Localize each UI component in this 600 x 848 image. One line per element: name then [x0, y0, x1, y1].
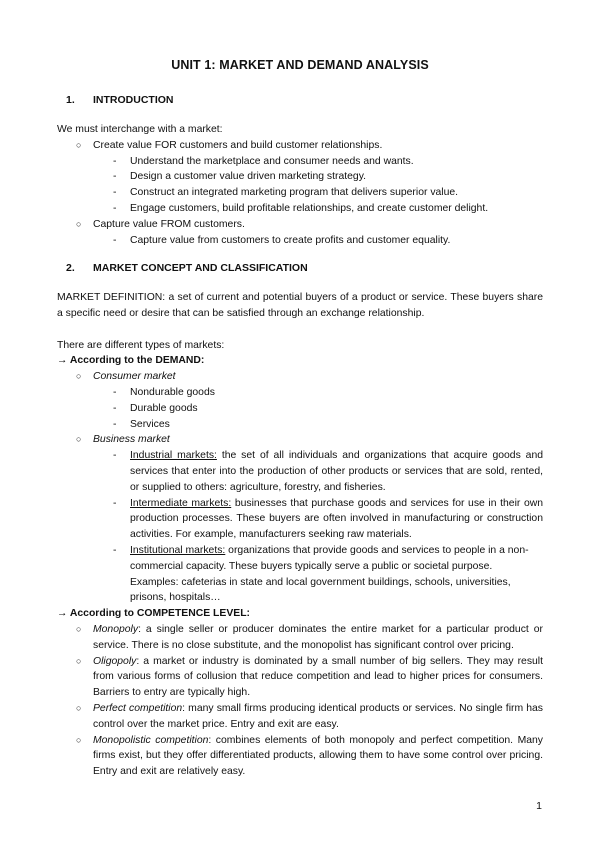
list-item: - Understand the marketplace and consumer needs and wants.	[57, 154, 543, 170]
list-item: - Engage customers, build profitable relationships, and create customer delight.	[57, 201, 543, 217]
list-item: ○ Capture value FROM customers.	[57, 217, 543, 233]
list-item: - Services	[57, 417, 543, 433]
dash-bullet-icon: -	[113, 234, 117, 246]
dash-bullet-icon: -	[113, 187, 117, 199]
business-market-label: Business market	[93, 434, 170, 446]
list-item: - Design a customer value driven marketing strategy.	[57, 169, 543, 185]
list-item: ○ Create value FOR customers and build customer relationships.	[57, 138, 543, 154]
dash-bullet-icon: -	[113, 202, 117, 214]
dash-bullet-icon: -	[113, 450, 117, 462]
dash-bullet-icon: -	[113, 402, 117, 414]
list-item: - Institutional markets: organizations that provide goods and services to people in a non-commercial capacity. These buyers typically serve a public or societal purpose. Examples: cafeterias in state and local government buildings, schools, universities, prisons, hospitals…	[113, 544, 529, 604]
list-item: ○ Oligopoly: a market or industry is dominated by a small number of big sellers. They may result from various forms of collusion that reduce competition and lead to higher prices for consumers. Barriers to entry are typically high.	[76, 655, 543, 699]
list-item: ○ Monopolistic competition: combines elements of both monopoly and perfect competition. Many firms exist, but they offer differentiated products, allowing them to have some control over pricing. Entry and exit are relatively easy.	[76, 734, 543, 778]
business-market-list	[57, 448, 543, 606]
document-title: UNIT 1: MARKET AND DEMAND ANALYSIS	[171, 58, 429, 72]
section-1-sublist-2	[57, 233, 543, 249]
section-1-heading	[66, 94, 174, 106]
hollow-bullet-icon: ○	[76, 702, 82, 713]
demand-heading: → According to the DEMAND:	[57, 355, 205, 367]
hollow-bullet-icon: ○	[76, 655, 82, 666]
section-2-title: MARKET CONCEPT AND CLASSIFICATION	[93, 262, 308, 274]
hollow-bullet-icon: ○	[76, 139, 82, 150]
section-1-number: 1.	[66, 94, 75, 106]
dash-bullet-icon: -	[113, 171, 117, 183]
section-2-number: 2.	[66, 262, 75, 274]
list-item: - Industrial markets: the set of all individuals and organizations that acquire goods and services that enter into the production of other products or services that are sold, rented, or supplied to others: agriculture, forestry, and fisheries.	[113, 450, 544, 493]
dash-bullet-icon: -	[113, 544, 117, 556]
hollow-bullet-icon: ○	[76, 218, 82, 229]
list-item: ○ Monopoly: a single seller or producer dominates the entire market for a particular product or service. There is no close substitute, and the monopolist has significant control over pricing.	[76, 623, 543, 651]
dash-bullet-icon: -	[113, 418, 117, 430]
types-intro: There are different types of markets:	[57, 339, 225, 351]
dash-bullet-icon: -	[113, 497, 117, 509]
list-item: ○ Perfect competition: many small firms producing identical products or services. No single firm has control over the market price. Entry and exit are easy.	[76, 702, 543, 730]
list-item: - Capture value from customers to create profits and customer equality.	[57, 233, 543, 249]
consumer-market-list	[57, 385, 543, 432]
list-item: - Construct an integrated marketing program that delivers superior value.	[57, 185, 543, 201]
dash-bullet-icon: -	[113, 155, 117, 167]
market-definition: MARKET DEFINITION: a set of current and potential buyers of a product or service. These buyers share a specific need or desire that can be satisfied through an exchange relationship.	[57, 292, 543, 319]
consumer-market-label: Consumer market	[93, 371, 176, 383]
hollow-bullet-icon: ○	[76, 623, 82, 634]
list-item	[57, 432, 543, 448]
hollow-bullet-icon: ○	[76, 734, 82, 745]
list-item: - Nondurable goods	[57, 385, 543, 401]
section-2-body	[57, 290, 543, 780]
list-item	[57, 369, 543, 385]
section-2-heading	[66, 262, 308, 274]
section-1-list	[57, 138, 543, 154]
competence-list	[57, 622, 543, 780]
hollow-bullet-icon: ○	[76, 371, 82, 382]
section-1-sublist-1	[57, 154, 543, 217]
hollow-bullet-icon: ○	[76, 434, 82, 445]
section-1-intro: We must interchange with a market:	[57, 124, 223, 135]
list-item: - Intermediate markets: businesses that purchase goods and services for use in their own production processes. These buyers are often involved in manufacturing or construction activities. For example, manufacturers seeking raw materials.	[113, 497, 544, 541]
page-number: 1	[536, 800, 542, 812]
competence-heading: → According to COMPETENCE LEVEL:	[57, 608, 251, 620]
dash-bullet-icon: -	[113, 386, 117, 398]
section-1-body	[57, 122, 543, 248]
section-1-title: INTRODUCTION	[93, 94, 174, 106]
list-item: - Durable goods	[57, 401, 543, 417]
